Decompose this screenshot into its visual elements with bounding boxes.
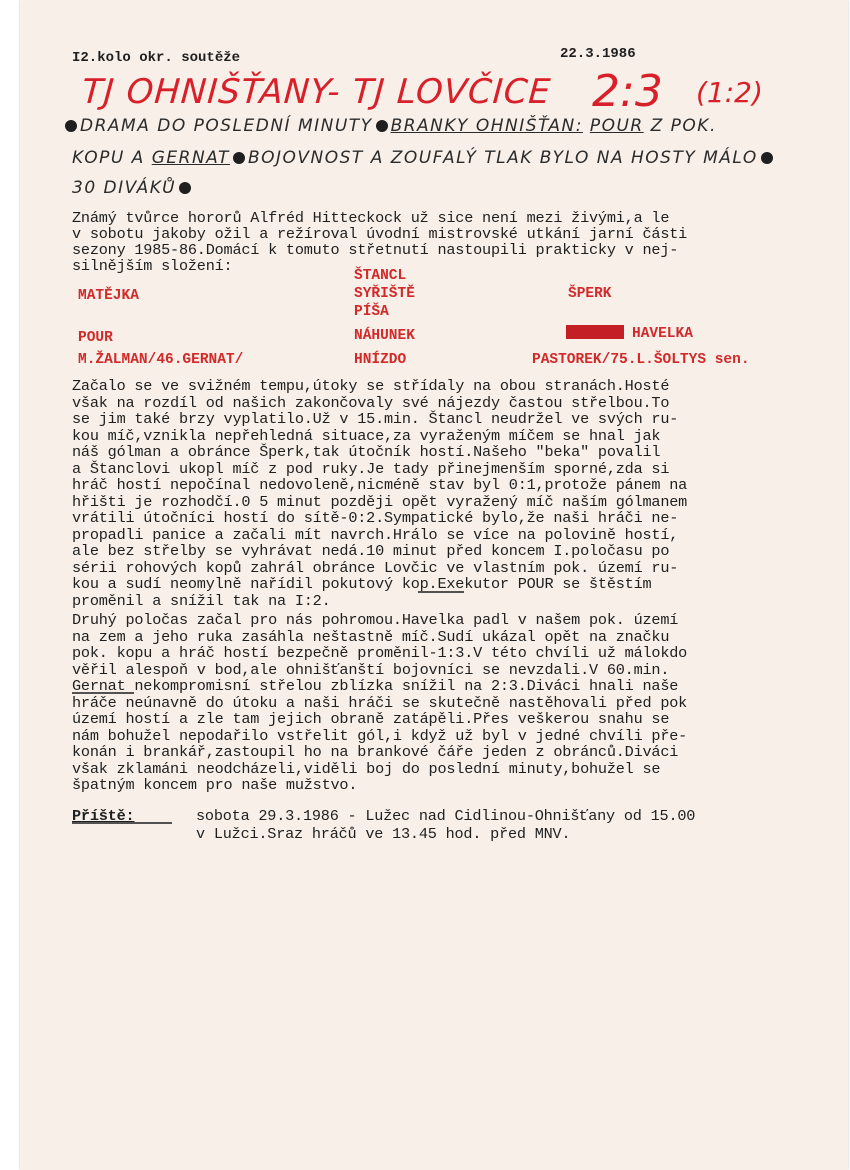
report-line: věřil alespoň v bod,ale ohnišťanští bojovníci se nevzdali.V 60.min. bbox=[72, 660, 670, 679]
note-kick: KOPU A bbox=[72, 148, 145, 168]
report-line: náš gólman a obránce Šperk,tak útočník hostí.Našeho "beka" povalil bbox=[72, 443, 661, 461]
final-score: 2:3 bbox=[592, 66, 663, 117]
report-line: kou a sudí neomylně nařídil pokutový kop.Exekutor POUR se štěstím bbox=[72, 575, 652, 593]
report-line: vrátili útočníci hostí do sítě-0:2.Sympatické bylo,že naši hráči ne- bbox=[72, 509, 679, 527]
next-line: v Lužci.Sraz hráčů ve 13.45 hod. před MNV. bbox=[196, 825, 571, 843]
report-line: však zklamáni neodcházeli,viděli boj do poslední minuty,bohužel se bbox=[72, 759, 661, 778]
report-line: Druhý poločas začal pro nás pohromou.Havelka padl v našem pok. území bbox=[72, 611, 679, 629]
report-line: území hostí a zle tam jejich obraně zatápěli.Přes veškerou snahu se bbox=[72, 710, 670, 728]
lineup-player: PASTOREK/75.L.ŠOLTYS sen. bbox=[532, 352, 750, 368]
note-scorer-gernat: GERNAT bbox=[151, 148, 230, 168]
report-line: nám bohužel nepodařilo vstřelit gól,i když už byl v jedné chvíli pře- bbox=[72, 726, 688, 745]
report-line: hráč hostí nepočínal nedovoleně,nicméně stav byl 0:1,protože pánem na bbox=[72, 476, 688, 494]
lineup-player: NÁHUNEK bbox=[354, 328, 415, 344]
report-line: propadli panice a začali mít navrch.Hrálo se více na polovině hostí, bbox=[72, 525, 679, 544]
intro-line: v sobotu jakoby ožil a režíroval úvodní mistrovské utkání jarní části bbox=[72, 225, 688, 243]
lineup-player: MATĚJKA bbox=[78, 288, 139, 304]
lineup-player: POUR bbox=[78, 330, 113, 346]
intro-line: Známý tvůrce hororů Alfréd Hitteckock už sice není mezi živými,a le bbox=[72, 209, 670, 227]
report-line: konán i brankář,zastoupil ho na brankové čáře jeden z obránců.Diváci bbox=[72, 743, 679, 761]
lineup-player: SYŘIŠTĚ bbox=[354, 286, 415, 302]
round-label: I2.kolo okr. soutěže bbox=[72, 50, 241, 66]
note-attendance: 30 DIVÁKŮ bbox=[72, 178, 177, 198]
note-scorer-pour: POUR bbox=[589, 116, 644, 136]
lineup-player: PÍŠA bbox=[354, 304, 389, 320]
report-line: Začalo se ve svižném tempu,útoky se střídaly na obou stranách.Hosté bbox=[72, 377, 670, 395]
pen-marks bbox=[20, 0, 848, 1170]
lineup-player: M.ŽALMAN/46.GERNAT/ bbox=[78, 352, 244, 368]
match-title: TJ OHNIŠŤANY- TJ LOVČICE bbox=[80, 72, 553, 112]
report-line: však na rozdíl od našich zakončovaly své nájezdy častou střelbou.To bbox=[72, 393, 670, 412]
report-line: hřišti je rozhodčí.0 5 minut později opět vyražený míč naším gólmanem bbox=[72, 492, 688, 511]
note-penalty: Z POK. bbox=[650, 116, 717, 136]
report-line: Gernat nekompromisní střelou zblízka snížil na 2:3.Diváci hnali naše bbox=[72, 677, 679, 695]
report-line: a Štanclovi ukopl míč z pod ruky.Je tady přinejmenším sporné,zda si bbox=[72, 459, 670, 478]
date-label: 22.3.1986 bbox=[560, 46, 636, 62]
report-line: pok. kopu a hráč hostí bezpečně proměnil-1:3.V této chvíli už málokdo bbox=[72, 644, 688, 662]
intro-line: sezony 1985-86.Domácí k tomuto střetnutí nastoupili prakticky v nej- bbox=[72, 241, 679, 259]
report-line: kou míč,vznikla nepřehledná situace,za vyraženým míčem se hnal jak bbox=[72, 426, 661, 445]
note-fight: BOJOVNOST A ZOUFALÝ TLAK BYLO NA HOSTY MÁLO bbox=[247, 148, 758, 168]
note-drama: DRAMA DO POSLEDNÍ MINUTY bbox=[80, 116, 373, 136]
lineup-player: ŠPERK bbox=[568, 286, 612, 302]
next-line: sobota 29.3.1986 - Lužec nad Cidlinou-Ohnišťany od 15.00 bbox=[196, 807, 696, 825]
report-line: ale bez střelby se vyhrávat nedá.10 minut před koncem I.poločasu po bbox=[72, 542, 670, 560]
report-line: hráče neúnavně do útoku a naši hráči se skutečně nastěhovali před pok bbox=[72, 693, 688, 712]
document-page bbox=[20, 0, 848, 1170]
report-line: na zem a jeho ruka zasáhla neštastně míč.Sudí ukázal opět na značku bbox=[72, 627, 670, 646]
intro-line: silnějším složení: bbox=[72, 257, 233, 275]
next-label: Příště: bbox=[72, 807, 135, 825]
lineup-player: ŠTANCL bbox=[354, 268, 407, 284]
lineup-player: HNÍZDO bbox=[354, 352, 407, 368]
report-line: špatným koncem pro naše mužstvo. bbox=[72, 776, 358, 794]
report-line: proměnil a snížil tak na I:2. bbox=[72, 591, 331, 610]
halftime-score: (1:2) bbox=[696, 76, 763, 109]
report-line: sérii rohových kopů zahrál obránce Lovčic ve vlastním pok. území ru- bbox=[72, 558, 679, 577]
note-goals-label: BRANKY OHNIŠŤAN: bbox=[390, 116, 583, 136]
lineup-player: HAVELKA bbox=[632, 326, 693, 342]
report-line: se jim také brzy vyplatilo.Už v 15.min. Štancl neudržel ve svých ru- bbox=[72, 410, 679, 428]
